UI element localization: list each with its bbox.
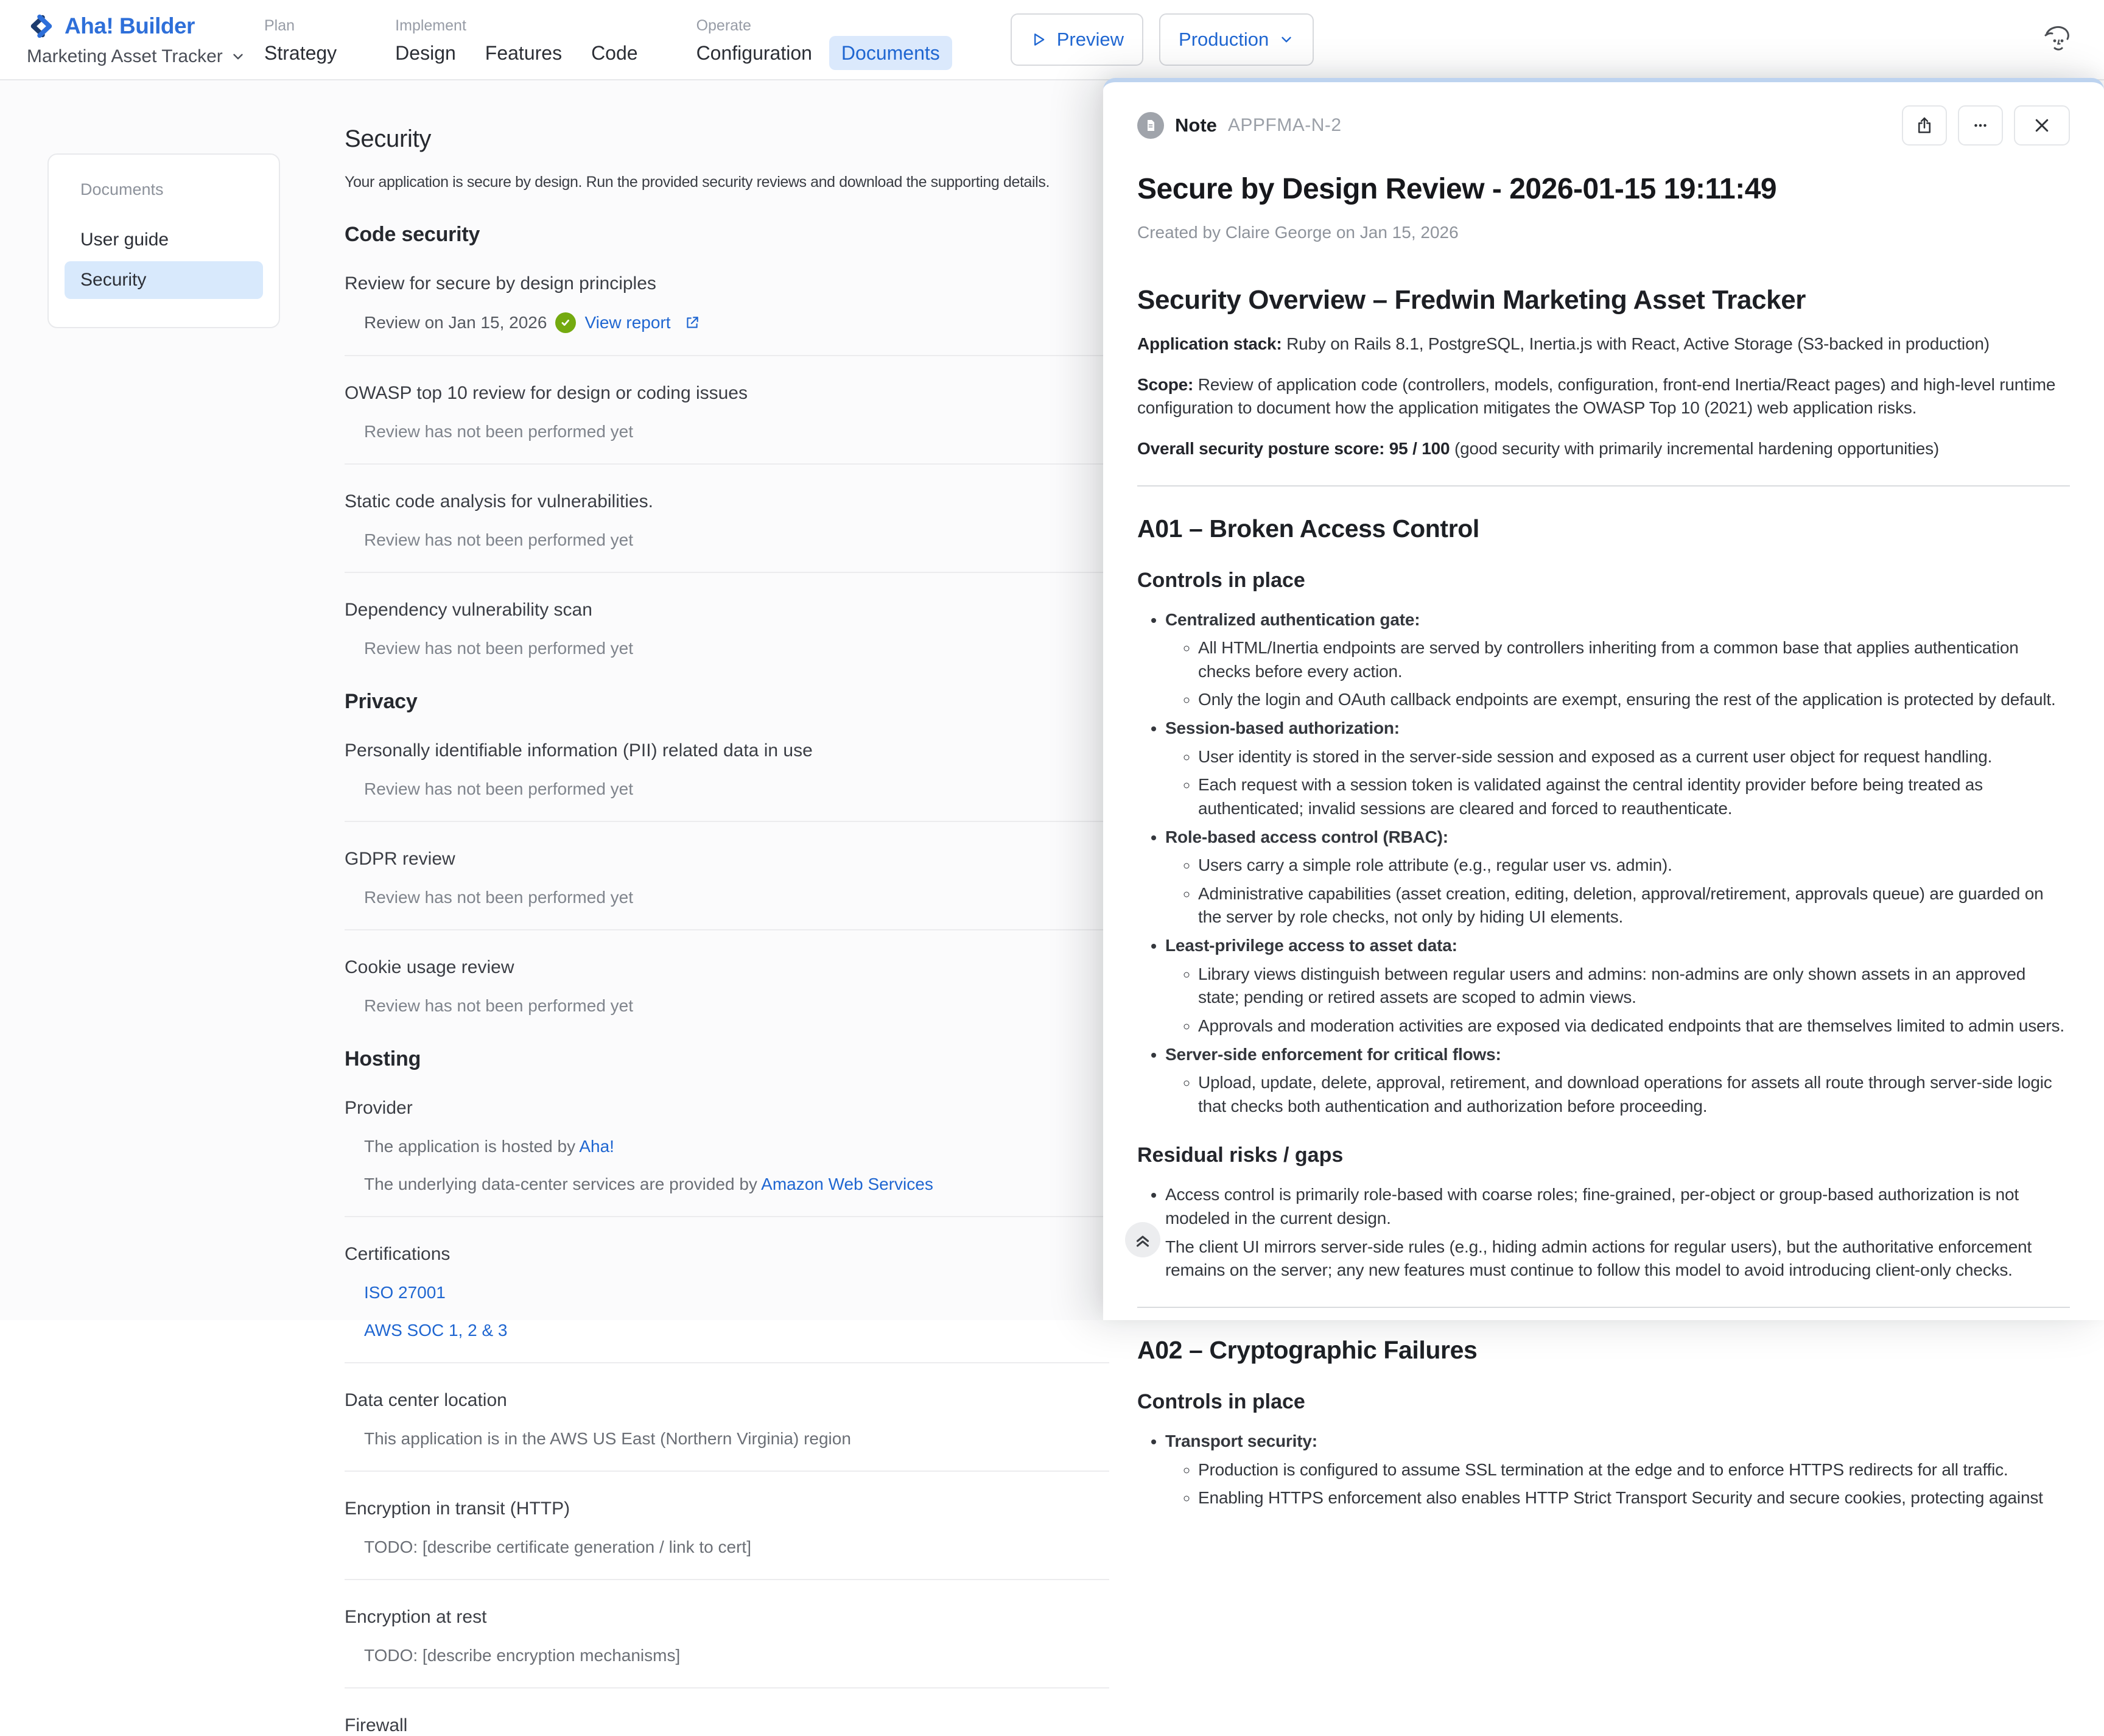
documents-sidebar bbox=[47, 153, 280, 328]
project-switcher[interactable] bbox=[27, 46, 257, 67]
overview-heading: Security Overview – Fredwin Marketing Asset Tracker bbox=[1137, 285, 1806, 315]
close-panel-button[interactable] bbox=[2014, 105, 2070, 146]
list-item: • Server-side enforcement for critical flows: ◦ Upload, update, delete, approval, retirement, and download operations for assets all route through server-side logic that checks both authentication and authorization before proceeding. bbox=[1165, 1043, 2070, 1119]
nav-item-design[interactable]: Design bbox=[395, 41, 456, 64]
note-body bbox=[1137, 285, 2070, 1510]
divider bbox=[345, 1471, 1109, 1472]
hosting-item-title: Firewall bbox=[345, 1715, 408, 1735]
paragraph-scope: Scope: Review of application code (controllers, models, configuration, front-end Inertia/React pages) and high-level runtime configuration to document how the application mitigates the OWASP Top 10 (2021) web application risks. bbox=[1137, 374, 2056, 418]
review-item-title: Dependency vulnerability scan bbox=[345, 600, 592, 620]
nav-group-operate bbox=[696, 17, 940, 63]
note-panel-actions bbox=[1902, 105, 2070, 146]
aws-link[interactable]: Amazon Web Services bbox=[761, 1175, 933, 1193]
note-title: Secure by Design Review - 2026-01-15 19:11:49 bbox=[1137, 173, 1777, 205]
section-heading-privacy: Privacy bbox=[345, 690, 418, 713]
view-report-link[interactable]: View report bbox=[584, 313, 671, 332]
divider bbox=[1137, 1307, 2070, 1308]
review-item-title: Static code analysis for vulnerabilities. bbox=[345, 491, 653, 511]
nav-item-code[interactable]: Code bbox=[591, 41, 638, 64]
note-reference-id: APPFMA-N-2 bbox=[1227, 115, 1342, 135]
a01-residual-heading: Residual risks / gaps bbox=[1137, 1144, 1344, 1167]
list-item: ◦ All HTML/Inertia endpoints are served by controllers inheriting from a common base that applies authentication checks before every action. bbox=[1198, 636, 2070, 683]
divider bbox=[345, 1687, 1109, 1689]
double-chevron-up-icon bbox=[1132, 1229, 1153, 1250]
note-panel-header bbox=[1137, 105, 2070, 146]
hosting-item-title: Certifications bbox=[345, 1244, 451, 1264]
section-heading-hosting: Hosting bbox=[345, 1047, 421, 1070]
aws-soc-link[interactable]: AWS SOC 1, 2 & 3 bbox=[364, 1321, 508, 1340]
review-item-title: Personally identifiable information (PII) related data in use bbox=[345, 740, 813, 761]
a01-heading: A01 – Broken Access Control bbox=[1137, 514, 1479, 543]
a02-heading: A02 – Cryptographic Failures bbox=[1137, 1335, 1478, 1364]
list-item: ◦ Each request with a session token is validated against the central identity provider before being treated as authenticated; invalid sessions are cleared and forced to reauthenticate. bbox=[1198, 773, 2070, 820]
list-item: • Least-privilege access to asset data: ◦ Library views distinguish between regular users and admins: non-admins are only shown assets in an approved state; pending or retired assets are scoped to admin views. ◦ Approvals and moderation activities are exposed via dedicated endpoints that are themselves limited to admin users. bbox=[1165, 934, 2070, 1038]
list-item: • Role-based access control (RBAC): ◦ Users carry a simple role attribute (e.g., regular user vs. admin). ◦ Administrative capabilities (asset creation, editing, deletion, approval/retirement, approvals queue) are guarded on the server by role checks, not only by hiding UI elements. bbox=[1165, 826, 2070, 930]
nav-group-implement bbox=[395, 17, 637, 63]
review-date: Review on Jan 15, 2026 bbox=[364, 313, 547, 332]
divider bbox=[345, 355, 1109, 356]
divider bbox=[345, 1579, 1109, 1580]
primary-nav bbox=[264, 17, 940, 63]
list-item: ◦ User identity is stored in the server-side session and exposed as a current user object for request handling. bbox=[1198, 745, 2070, 769]
check-circle-icon bbox=[555, 312, 576, 333]
production-dropdown-button[interactable]: Production bbox=[1159, 13, 1314, 66]
list-item: ◦ Users carry a simple role attribute (e.g., regular user vs. admin). bbox=[1198, 854, 2070, 877]
chevron-down-icon bbox=[230, 49, 246, 65]
security-document bbox=[345, 125, 1109, 1736]
list-item: ◦ Only the login and OAuth callback endpoints are exempt, ensuring the rest of the application is protected by default. bbox=[1198, 688, 2070, 712]
divider bbox=[345, 821, 1109, 822]
divider bbox=[345, 1216, 1109, 1217]
review-item-title: OWASP top 10 review for design or coding issues bbox=[345, 383, 748, 403]
section-heading-code-security: Code security bbox=[345, 223, 480, 246]
hosting-line: TODO: [describe encryption mechanisms] bbox=[364, 1646, 681, 1665]
external-link-icon bbox=[684, 315, 700, 331]
iso-27001-link[interactable]: ISO 27001 bbox=[364, 1283, 446, 1302]
review-status-row: Review has not been performed yet bbox=[364, 422, 634, 441]
sidebar-section-label: Documents bbox=[80, 180, 164, 199]
paragraph-application-stack: Application stack: Ruby on Rails 8.1, PostgreSQL, Inertia.js with React, Active Storage (S3-backed in production) bbox=[1137, 334, 1990, 353]
a01-residual-list bbox=[1137, 1183, 2070, 1282]
page-title: Security bbox=[345, 125, 432, 152]
nav-item-configuration[interactable]: Configuration bbox=[696, 41, 812, 64]
aha-link[interactable]: Aha! bbox=[579, 1137, 614, 1156]
play-icon bbox=[1030, 31, 1047, 48]
hosting-item-title: Provider bbox=[345, 1098, 413, 1118]
note-created-by: Created by Claire George on Jan 15, 2026 bbox=[1137, 223, 1459, 242]
list-item: • Access control is primarily role-based with coarse roles; fine-grained, per-object or group-based authorization is not modeled in the current design. bbox=[1165, 1183, 2070, 1230]
review-status-row: Review has not been performed yet bbox=[364, 530, 634, 549]
list-item: ◦ Enabling HTTPS enforcement also enables HTTP Strict Transport Security and secure cookies, protecting against bbox=[1198, 1486, 2070, 1510]
divider bbox=[1137, 485, 2070, 487]
hosting-line: TODO: [describe certificate generation / link to cert] bbox=[364, 1537, 751, 1556]
hosting-item-title: Encryption at rest bbox=[345, 1607, 487, 1627]
list-item: • Session-based authorization: ◦ User identity is stored in the server-side session and exposed as a current user object for request handling. ◦ Each request with a session token is validated against the central identity provider before being treated as authenticated; invalid sessions are cleared and forced to reauthenticate. bbox=[1165, 717, 2070, 821]
review-status-row bbox=[364, 312, 1109, 333]
ellipsis-icon bbox=[1971, 116, 1990, 135]
page-intro: Your application is secure by design. Run the provided security reviews and download the supporting details. bbox=[345, 174, 1050, 191]
user-avatar-icon[interactable] bbox=[2038, 20, 2077, 59]
sidebar-item-security[interactable]: Security bbox=[65, 261, 263, 299]
hosting-line: The application is hosted by Aha! bbox=[364, 1137, 614, 1156]
divider bbox=[345, 1362, 1109, 1363]
close-icon bbox=[2033, 116, 2051, 135]
list-item: • The client UI mirrors server-side rules (e.g., hiding admin actions for regular users), but the authoritative enforcement remains on the server; any new features must continue to follow this model to avoid introducing client-only checks. bbox=[1165, 1235, 2070, 1282]
divider bbox=[345, 463, 1109, 465]
list-item: ◦ Upload, update, delete, approval, retirement, and download operations for assets all route through server-side logic that checks both authentication and authorization before proceeding. bbox=[1198, 1071, 2070, 1118]
aha-logo-icon bbox=[27, 12, 55, 40]
nav-group-label: Plan bbox=[264, 16, 295, 34]
app-logo[interactable] bbox=[27, 12, 257, 40]
chevron-down-icon bbox=[1278, 32, 1294, 47]
a01-controls-heading: Controls in place bbox=[1137, 568, 1305, 592]
hosting-item-title: Encryption in transit (HTTP) bbox=[345, 1499, 570, 1519]
a01-controls-list bbox=[1137, 608, 2070, 1119]
review-item-title: GDPR review bbox=[345, 849, 455, 869]
share-button[interactable] bbox=[1902, 105, 1947, 146]
list-item: ◦ Production is configured to assume SSL termination at the edge and to enforce HTTPS redirects for all traffic. bbox=[1198, 1458, 2070, 1482]
list-item: • Transport security: ◦ Production is configured to assume SSL termination at the edge and to enforce HTTPS redirects for all traffic. ◦ Enabling HTTPS enforcement also enables HTTP Strict Transport Security and secure cookies, protecting against bbox=[1165, 1430, 2070, 1510]
scroll-to-top-button[interactable] bbox=[1125, 1222, 1160, 1257]
note-type-label: Note bbox=[1175, 114, 1217, 136]
review-item-title: Cookie usage review bbox=[345, 957, 514, 977]
list-item: ◦ Administrative capabilities (asset creation, editing, deletion, approval/retirement, approvals queue) are guarded on the server by role checks, not only by hiding UI elements. bbox=[1198, 882, 2070, 929]
list-item: ◦ Library views distinguish between regular users and admins: non-admins are only shown assets in an approved state; pending or retired assets are scoped to admin views. bbox=[1198, 963, 2070, 1010]
hosting-line: This application is in the AWS US East (Northern Virginia) region bbox=[364, 1429, 851, 1448]
a02-controls-list bbox=[1137, 1430, 2070, 1510]
environment-actions bbox=[1011, 13, 1314, 66]
more-options-button[interactable] bbox=[1958, 105, 2003, 146]
nav-item-features[interactable]: Features bbox=[485, 41, 563, 64]
project-name: Marketing Asset Tracker bbox=[27, 46, 223, 66]
review-status-row: Review has not been performed yet bbox=[364, 639, 634, 658]
hosting-item-title: Data center location bbox=[345, 1390, 507, 1410]
hosting-line: The underlying data-center services are provided by Amazon Web Services bbox=[364, 1175, 933, 1193]
hosting-line bbox=[364, 1321, 1109, 1340]
nav-group-label: Operate bbox=[696, 16, 751, 34]
nav-group-plan bbox=[264, 17, 337, 63]
nav-group-label: Implement bbox=[395, 16, 466, 34]
list-item: • Centralized authentication gate: ◦ All HTML/Inertia endpoints are served by controllers inheriting from a common base that applies authentication checks before every action. ◦ Only the login and OAuth callback endpoints are exempt, ensuring the rest of the application is protected by default. bbox=[1165, 608, 2070, 712]
share-icon bbox=[1915, 116, 1934, 135]
review-item-title: Review for secure by design principles bbox=[345, 273, 656, 293]
list-item: ◦ Approvals and moderation activities are exposed via dedicated endpoints that are themselves limited to admin users. bbox=[1198, 1014, 2070, 1038]
note-type-icon bbox=[1137, 112, 1164, 139]
a02-controls-heading: Controls in place bbox=[1137, 1390, 1305, 1413]
paragraph-posture-score: Overall security posture score: 95 / 100 (good security with primarily incremental hardening opportunities) bbox=[1137, 438, 1940, 458]
brand-block bbox=[27, 12, 257, 67]
review-status-row: Review has not been performed yet bbox=[364, 996, 634, 1015]
review-status-row: Review has not been performed yet bbox=[364, 888, 634, 907]
review-status-row: Review has not been performed yet bbox=[364, 779, 634, 798]
divider bbox=[345, 929, 1109, 930]
note-detail-panel bbox=[1103, 78, 2104, 1508]
app-title: Aha! Builder bbox=[65, 13, 195, 38]
nav-item-documents[interactable]: Documents bbox=[829, 36, 952, 70]
top-navigation-bar bbox=[0, 0, 2104, 80]
hosting-line bbox=[364, 1283, 1109, 1302]
divider bbox=[345, 572, 1109, 573]
sidebar-item-user-guide[interactable]: User guide bbox=[80, 230, 169, 250]
nav-item-strategy[interactable]: Strategy bbox=[264, 41, 337, 64]
preview-button[interactable]: Preview bbox=[1011, 13, 1143, 66]
